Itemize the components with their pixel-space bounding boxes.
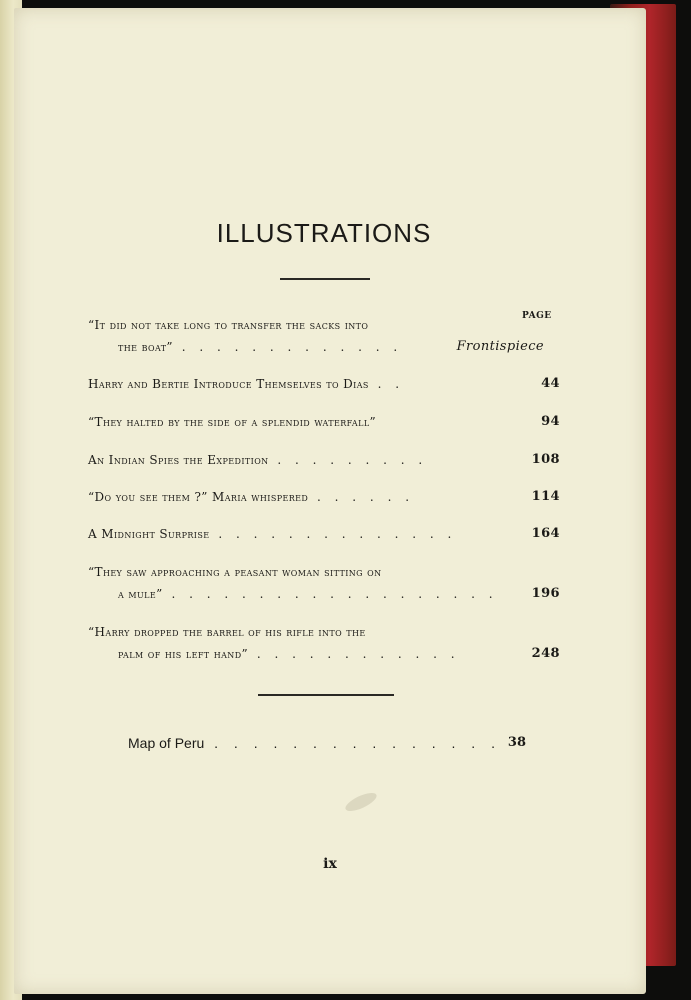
leader-dots: . . . . . . . . . . . . . bbox=[172, 340, 403, 354]
entry-caption: “It did not take long to transfer the sacks into bbox=[88, 318, 369, 332]
map-page: 38 bbox=[507, 735, 526, 750]
page-folio: ix bbox=[323, 856, 337, 872]
entry-caption: An Indian Spies the Expedition bbox=[88, 453, 269, 467]
illustration-entry bbox=[88, 561, 560, 605]
entry-caption: “Do you see them ?” Maria whispered bbox=[88, 490, 309, 504]
paper-smudge bbox=[343, 789, 379, 814]
illustration-entry bbox=[88, 486, 560, 508]
page-column-heading: PAGE bbox=[522, 311, 552, 321]
illustration-entry bbox=[88, 411, 560, 433]
illustration-entry bbox=[88, 314, 560, 358]
map-entry bbox=[128, 735, 526, 751]
illustration-entry bbox=[88, 373, 560, 395]
entry-page: 164 bbox=[531, 526, 560, 541]
leader-dots: . . . . . . . . . . . . bbox=[248, 647, 460, 661]
entry-page: 94 bbox=[541, 414, 560, 429]
entry-caption: Harry and Bertie Introduce Themselves to Dias bbox=[88, 377, 369, 391]
entry-caption-continued: a mule” bbox=[118, 587, 163, 601]
leader-dots: . . . . . . . . . bbox=[268, 453, 428, 467]
entry-page: Frontispiece bbox=[456, 339, 544, 354]
leader-dots: . . . . . . . . . . . . . . bbox=[209, 527, 457, 541]
entry-page: 114 bbox=[531, 489, 560, 504]
leader-dots: . . . . . . . . . . . . . . . bbox=[204, 735, 501, 751]
entry-caption: “They halted by the side of a splendid waterfall” bbox=[88, 415, 377, 429]
entry-caption: “Harry dropped the barrel of his rifle into the bbox=[88, 625, 366, 639]
entry-caption-continued: the boat” bbox=[118, 340, 173, 354]
entry-caption: “They saw approaching a peasant woman sitting on bbox=[88, 565, 382, 579]
entry-caption-continued: palm of his left hand” bbox=[118, 647, 249, 661]
entry-caption: A Midnight Surprise bbox=[88, 527, 210, 541]
entry-page: 248 bbox=[531, 646, 560, 661]
map-label: Map of Peru bbox=[128, 735, 205, 751]
entry-page: 196 bbox=[531, 586, 560, 601]
book-page bbox=[14, 8, 646, 994]
section-rule bbox=[258, 694, 394, 696]
entry-page: 44 bbox=[541, 376, 560, 391]
illustration-entry bbox=[88, 523, 560, 545]
illustration-entry bbox=[88, 621, 560, 665]
page-title: ILLUSTRATIONS bbox=[216, 218, 432, 248]
entry-page: 108 bbox=[531, 452, 560, 467]
leader-dots: . . . . . . . . . . . . . . . . . . . bbox=[162, 587, 498, 601]
leader-dots: . . . . . . bbox=[308, 490, 415, 504]
illustration-entry bbox=[88, 449, 560, 471]
leader-dots: . . bbox=[368, 377, 405, 391]
title-rule bbox=[280, 278, 370, 280]
